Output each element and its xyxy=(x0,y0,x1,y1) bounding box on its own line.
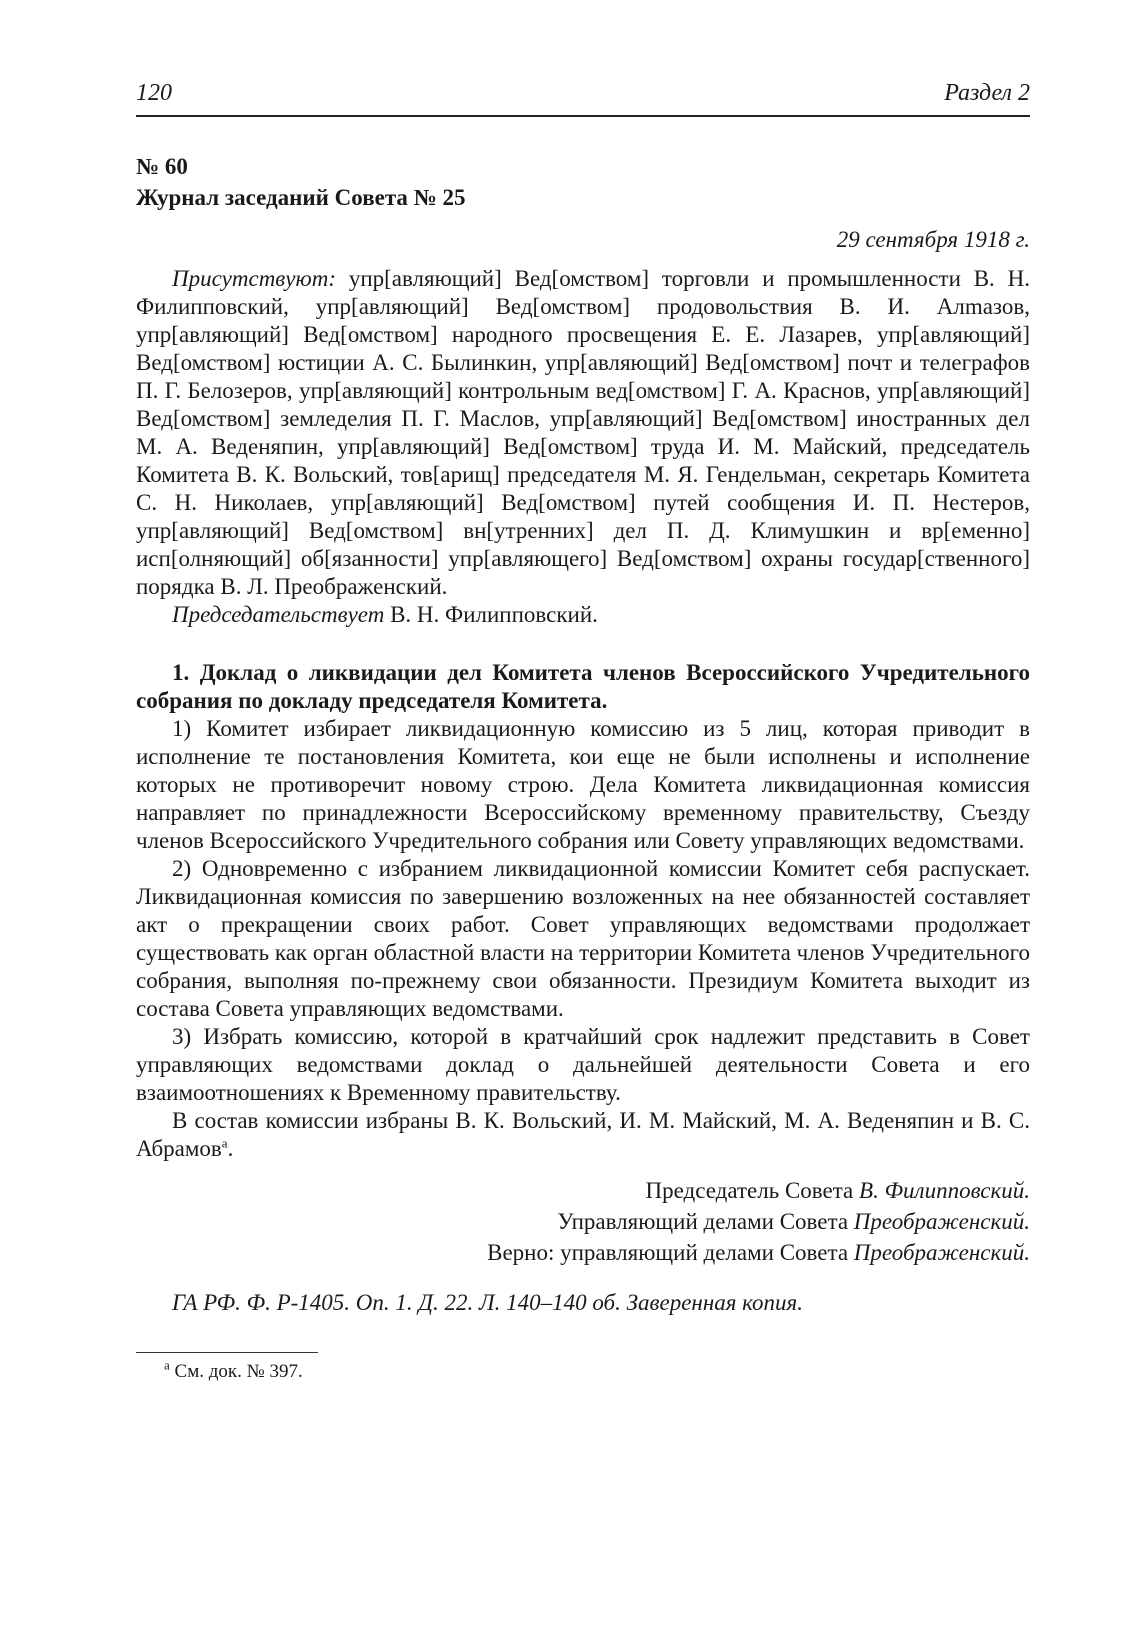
footnote-divider xyxy=(136,1352,318,1353)
running-header xyxy=(136,80,1030,117)
attendees-list: упр[авляющий] Вед[омством] торговли и промышленности В. Н. Филипповский, упр[авляющий] Вед[омством] продовольствия В. И. Алmазов, упр[авляющий] Вед[омством] народного просвещения Е. Е. Лазарев, упр[авляющий] Вед[омством] юстиции А. С. Былинкин, упр[авляющий] Вед[омством] почт и телеграфов П. Г. Белозеров, упр[авляющий] контрольным вед[омством] Г. А. Краснов, упр[авляющий] Вед[омством] земледелия П. Г. Маслов, упр[авляющий] Вед[омством] иностранных дел М. А. Веденяпин, упр[авляющий] Вед[омством] труда И. М. Майский, председатель Комитета В. К. Вольский, тов[арищ] председателя М. Я. Гендельман, секретарь Комитета С. Н. Николаев, упр[авляющий] Вед[омством] путей сообщения И. П. Нестеров, упр[авляющий] Вед[омством] вн[утренних] дел П. Д. Климушкин и вр[еменно] исп[олняющий] об[язанности] упр[авляющего] Вед[омством] охраны государ[ственного] порядка В. Л. Преображенский. xyxy=(136,266,1030,599)
document-number: № 60 xyxy=(136,154,188,179)
agenda-item-heading: 1. Доклад о ликвидации дел Комитета членов Всероссийского Учредительного собрания по докладу председателя Комитета. xyxy=(136,660,1030,713)
signature-line xyxy=(136,1175,1030,1206)
page-number: 120 xyxy=(136,80,172,106)
footnote-text: См. док. № 397. xyxy=(169,1361,303,1382)
chair-label: Председательствует xyxy=(172,602,385,627)
commission-members: В состав комиссии избраны В. К. Вольский, И. М. Майский, М. А. Веденяпин и В. С. Абрамов xyxy=(136,1108,1030,1161)
signature-line xyxy=(136,1206,1030,1237)
document-page xyxy=(136,80,1030,1385)
attendees-paragraph xyxy=(136,265,1030,601)
chair-name: В. Н. Филипповский. xyxy=(384,602,598,627)
resolution-paragraph-2: 2) Одновременно с избранием ликвидационной комиссии Комитет себя распускает. Ликвидационная комиссия по завершению возложенных на нее обязанностей составляет акт о прекращении своих работ. Совет управляющих ведомствами продолжает существовать как орган областной власти на территории Комитета членов Учредительного собрания, выполняя по-прежнему свои обязанности. Президиум Комитета выходит из состава Совета управляющих ведомствами. xyxy=(136,856,1030,1021)
footnote-mark: а xyxy=(164,1357,170,1373)
signature-role: Председатель Совета xyxy=(645,1178,860,1203)
signature-name: В. Филипповский. xyxy=(859,1178,1030,1203)
document-date: 29 сентября 1918 г. xyxy=(836,227,1030,252)
signature-line xyxy=(136,1237,1030,1268)
chair-paragraph xyxy=(136,601,1030,629)
footnote xyxy=(136,1359,1030,1385)
commission-paragraph xyxy=(136,1107,1030,1163)
signature-name: Преображенский. xyxy=(853,1240,1030,1265)
archive-reference: ГА РФ. Ф. Р-1405. Оп. 1. Д. 22. Л. 140–140 об. Заверенная копия. xyxy=(172,1290,803,1315)
attendees-label: Присутствуют: xyxy=(172,266,336,291)
resolution-paragraph-3: 3) Избрать комиссию, которой в кратчайший срок надлежит представить в Совет управляющих ведомствами доклад о дальнейшей деятельности Совета и его взаимоотношениях к Временному правительству. xyxy=(136,1024,1030,1105)
document-body xyxy=(136,265,1030,1163)
resolution-paragraph-1: 1) Комитет избирает ликвидационную комиссию из 5 лиц, которая приводит в исполнение те постановления Комитета, кои еще не были исполнены и исполнение которых не противоречит новому строю. Дела Комитета ликвидационная комиссия направляет по принадлежности Всероссийскому временному правительству, Съезду членов Всероссийского Учредительного собрания или Совету управляющих ведомствами. xyxy=(136,716,1030,853)
signature-role: Верно: управляющий делами Совета xyxy=(487,1240,854,1265)
section-title: Раздел 2 xyxy=(944,80,1030,106)
footnote-reference: а xyxy=(221,1135,228,1151)
signature-role: Управляющий делами Совета xyxy=(557,1209,854,1234)
signature-name: Преображенский. xyxy=(853,1209,1030,1234)
document-title: Журнал заседаний Совета № 25 xyxy=(136,185,466,210)
commission-end: . xyxy=(227,1136,234,1161)
signature-block xyxy=(136,1175,1030,1268)
